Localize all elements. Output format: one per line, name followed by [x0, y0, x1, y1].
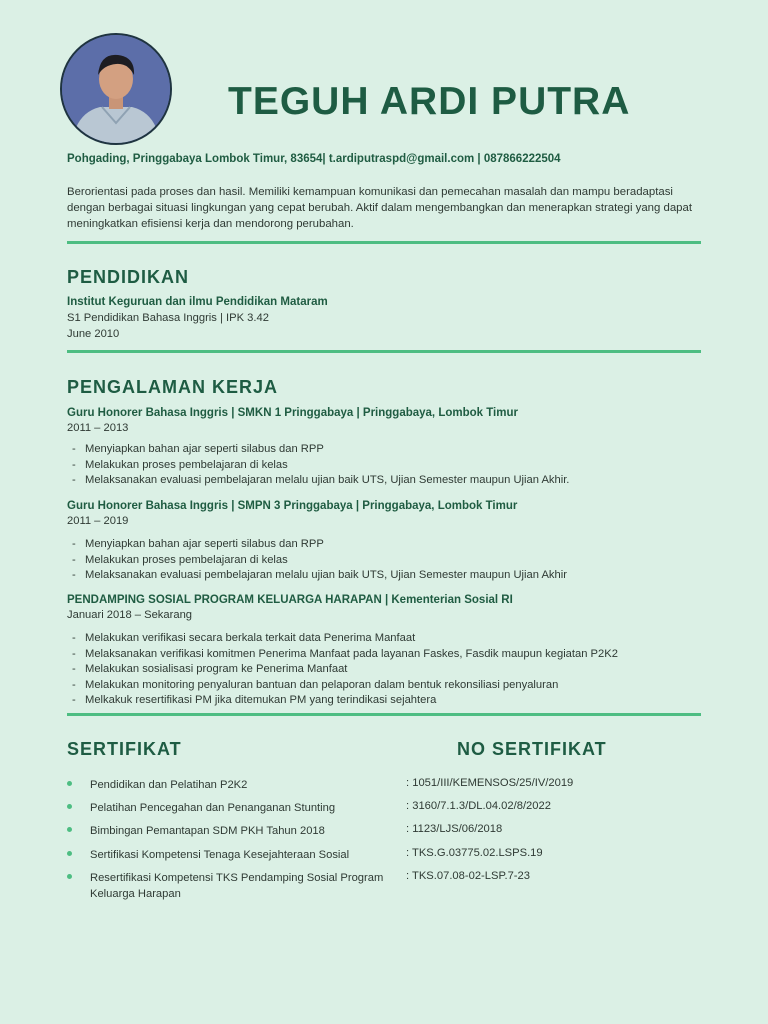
bullet-icon [67, 851, 72, 856]
job-entry [67, 407, 707, 489]
job-entry [67, 594, 707, 709]
job-title: Guru Honorer Bahasa Inggris | SMPN 3 Pringgabaya | Pringgabaya, Lombok Timur [67, 500, 518, 512]
job-entry [67, 500, 707, 584]
bullet-icon [67, 804, 72, 809]
job-title: PENDAMPING SOSIAL PROGRAM KELUARGA HARAPAN | Kementerian Sosial RI [67, 594, 513, 606]
job-task: - Melakukan verifikasi secara berkala terkait data Penerima Manfaat [67, 631, 707, 647]
certificate-number: : TKS.07.08-02-LSP.7-23 [406, 870, 530, 882]
candidate-name: TEGUH ARDI PUTRA [228, 80, 631, 123]
section-divider [67, 350, 701, 353]
job-task: - Melakukan monitoring penyaluran bantuan dan pelaporan dalam bentuk rekonsiliasi penyaluran [67, 678, 707, 694]
certificate-name: Pelatihan Pencegahan dan Penanganan Stunting [90, 802, 336, 814]
job-title: Guru Honorer Bahasa Inggris | SMKN 1 Pringgabaya | Pringgabaya, Lombok Timur [67, 407, 518, 419]
certificate-name: Pendidikan dan Pelatihan P2K2 [90, 779, 248, 791]
section-divider [67, 241, 701, 244]
certificate-number: : 1051/III/KEMENSOS/25/IV/2019 [406, 777, 574, 789]
job-period: Januari 2018 – Sekarang [67, 609, 193, 621]
job-task: - Menyiapkan bahan ajar seperti silabus dan RPP [67, 537, 707, 553]
section-divider [67, 713, 701, 716]
bullet-icon [67, 827, 72, 832]
bullet-icon [67, 874, 72, 879]
certificate-number-heading: NO SERTIFIKAT [457, 739, 607, 759]
experience-heading: PENGALAMAN KERJA [67, 377, 279, 397]
job-task-list [67, 442, 707, 489]
job-period: 2011 – 2019 [67, 515, 129, 527]
certificate-number: : TKS.G.03775.02.LSPS.19 [406, 847, 543, 859]
summary-line: Berorientasi pada proses dan hasil. Memiliki kemampuan komunikasi dan pemecahan masalah dan mampu beradaptasi [67, 186, 673, 198]
job-task: - Melaksanakan evaluasi pembelajaran melalu ujian baik UTS, Ujian Semester maupun Ujian Akhir. [67, 473, 707, 489]
job-task: - Melakukan proses pembelajaran di kelas [67, 458, 707, 474]
job-task: - Melaksanakan verifikasi komitmen Penerima Manfaat pada layanan Faskes, Fasdik maupun kegiatan P2K2 [67, 647, 707, 663]
education-institution: Institut Keguruan dan ilmu Pendidikan Mataram [67, 296, 328, 308]
certificate-name: Resertifikasi Kompetensi TKS Pendamping Sosial Program Keluarga Harapan [90, 872, 384, 900]
job-task: - Melaksanakan evaluasi pembelajaran melalu ujian baik UTS, Ujian Semester maupun Ujian Akhir [67, 568, 707, 584]
certificate-name: Bimbingan Pemantapan SDM PKH Tahun 2018 [90, 825, 325, 837]
profile-summary [67, 184, 707, 232]
bullet-icon [67, 781, 72, 786]
job-task: - Melakukan proses pembelajaran di kelas [67, 553, 707, 569]
job-task: - Melakukan sosialisasi program ke Penerima Manfaat [67, 662, 707, 678]
job-period: 2011 – 2013 [67, 422, 129, 434]
certificate-number: : 1123/LJS/06/2018 [406, 823, 503, 835]
contact-info: Pohgading, Pringgabaya Lombok Timur, 83654| t.ardiputraspd@gmail.com | 087866222504 [67, 153, 561, 165]
person-portrait-icon [62, 35, 170, 143]
summary-line: dengan berbagai situasi lingkungan yang cepat berubah. Aktif dalam mengembangkan dan menerapkan strategi yang dapat [67, 202, 693, 214]
education-degree: S1 Pendidikan Bahasa Inggris | IPK 3.42 [67, 312, 269, 324]
job-task: - Menyiapkan bahan ajar seperti silabus dan RPP [67, 442, 707, 458]
education-heading: PENDIDIKAN [67, 267, 190, 287]
job-task-list [67, 631, 707, 709]
job-task-list [67, 537, 707, 584]
education-date: June 2010 [67, 328, 120, 340]
education-entry [67, 296, 707, 342]
profile-photo [60, 33, 172, 145]
certificate-name: Sertifikasi Kompetensi Tenaga Kesejahteraan Sosial [90, 849, 350, 861]
certificates-heading: SERTIFIKAT [67, 739, 182, 759]
job-task: - Melkakuk resertifikasi PM jika ditemukan PM yang terindikasi sejahtera [67, 693, 707, 709]
summary-line: meningkatkan efisiensi kerja dan mendorong perubahan. [67, 218, 354, 230]
certificate-number: : 3160/7.1.3/DL.04.02/8/2022 [406, 800, 551, 812]
